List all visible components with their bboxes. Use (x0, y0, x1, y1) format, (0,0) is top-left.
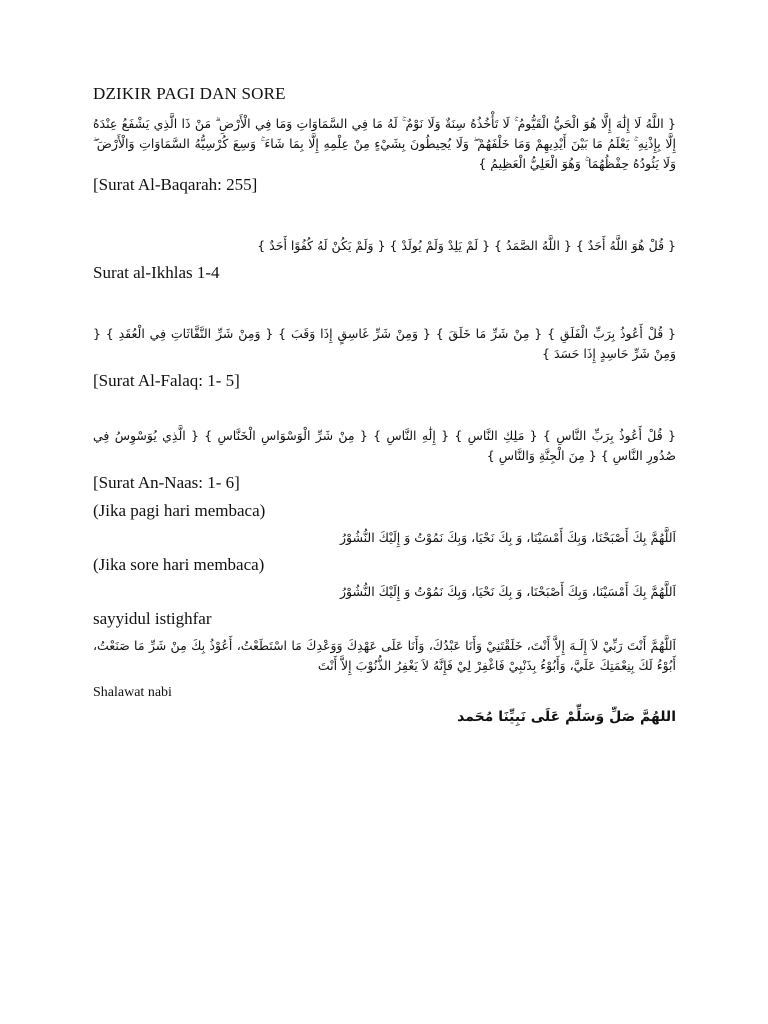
istighfar-heading: sayyidul istighfar (93, 609, 212, 628)
istighfar-text: اَللَّهُمَّ أَنْتَ رَبِّيْ لاَ إِلَـهَ إِلاَّ أَنْتَ، خَلَقْتَنِيْ وَأَنَا عَبْدُكَ، وَأَنَا عَلَى عَهْدِكَ وَوَعْدِكَ مَا اسْتَطَعْتُ، أَعُوْذُ بِكَ مِنْ شَرِّ مَا صَنَعْتُ، أَبُوْءُ لَكَ بِنِعْمَتِكَ عَلَيَّ، وَأَبُوْءُ بِذَنْبِيْ فَاغْفِرْ لِيْ فَإِنَّهُ لاَ يَغْفِرُ الذُّنُوْبَ إِلاَّ أَنْتَ (93, 638, 676, 673)
sore-heading: (Jika sore hari membaca) (93, 555, 265, 574)
ikhlas-text: { قُلْ هُوَ اللَّهُ أَحَدٌ } { اللَّهُ الصَّمَدُ } { لَمْ يَلِدْ وَلَمْ يُولَدْ } { وَلَمْ يَكُنْ لَهُ كُفُوًا أَحَدٌ } (257, 238, 676, 253)
pagi-heading: (Jika pagi hari membaca) (93, 501, 266, 520)
ikhlas-label: Surat al-Ikhlas 1-4 (93, 263, 220, 282)
shalawat-text: اللهُمَّ صَلِّ وَسَلِّمْ عَلَى نَبِيِّنَا مُحَمد (457, 709, 676, 725)
sore-dua-text: اَللَّهُمَّ بِكَ أَمْسَيْنَا، وَبِكَ أَصْبَحْنَا، وَ بِكَ نَحْيَا، وَبِكَ نَمُوْتُ وَ إِلَيْكَ النُّشُوْرُ (339, 584, 676, 599)
ayat-kursi-text: { اللَّهُ لَا إِلَٰهَ إِلَّا هُوَ الْحَيُّ الْقَيُّومُ ۚ لَا تَأْخُذُهُ سِنَةٌ وَلَا نَوْمٌ ۚ لَهُ مَا فِي السَّمَاوَاتِ وَمَا فِي الْأَرْضِ ۗ مَنْ ذَا الَّذِي يَشْفَعُ عِنْدَهُ إِلَّا بِإِذْنِهِ ۚ يَعْلَمُ مَا بَيْنَ أَيْدِيهِمْ وَمَا خَلْفَهُمْ ۖ وَلَا يُحِيطُونَ بِشَيْءٍ مِنْ عِلْمِهِ إِلَّا بِمَا شَاءَ ۚ وَسِعَ كُرْسِيُّهُ السَّمَاوَاتِ وَالْأَرْضَ ۖ وَلَا يَئُودُهُ حِفْظُهُمَا ۚ وَهُوَ الْعَلِيُّ الْعَظِيمُ } (93, 116, 676, 171)
falaq-text: { قُلْ أَعُوذُ بِرَبِّ الْفَلَقِ } { مِنْ شَرِّ مَا خَلَقَ } { وَمِنْ شَرِّ غَاسِقٍ إِذَا وَقَبَ } { وَمِنْ شَرِّ النَّفَّاثَاتِ فِي الْعُقَدِ } { وَمِنْ شَرِّ حَاسِدٍ إِذَا حَسَدَ } (93, 326, 676, 361)
naas-text: { قُلْ أَعُوذُ بِرَبِّ النَّاسِ } { مَلِكِ النَّاسِ } { إِلَٰهِ النَّاسِ } { مِنْ شَرِّ الْوَسْوَاسِ الْخَنَّاسِ } { الَّذِي يُوَسْوِسُ فِي صُدُورِ النَّاسِ } { مِنَ الْجِنَّةِ وَالنَّاسِ } (93, 428, 676, 463)
ayat-kursi-label: [Surat Al-Baqarah: 255] (93, 175, 258, 194)
document-title: DZIKIR PAGI DAN SORE (93, 84, 286, 103)
document-page (93, 84, 676, 730)
falaq-label: [Surat Al-Falaq: 1- 5] (93, 371, 240, 390)
pagi-dua-text: اَللَّهُمَّ بِكَ أَصْبَحْنَا، وَبِكَ أَمْسَيْنَا، وَ بِكَ نَحْيَا، وَبِكَ نَمُوْتُ وَ إِلَيْكَ النُّشُوْرُ (339, 530, 676, 545)
naas-label: [Surat An-Naas: 1- 6] (93, 473, 240, 492)
shalawat-heading: Shalawat nabi (93, 685, 172, 700)
